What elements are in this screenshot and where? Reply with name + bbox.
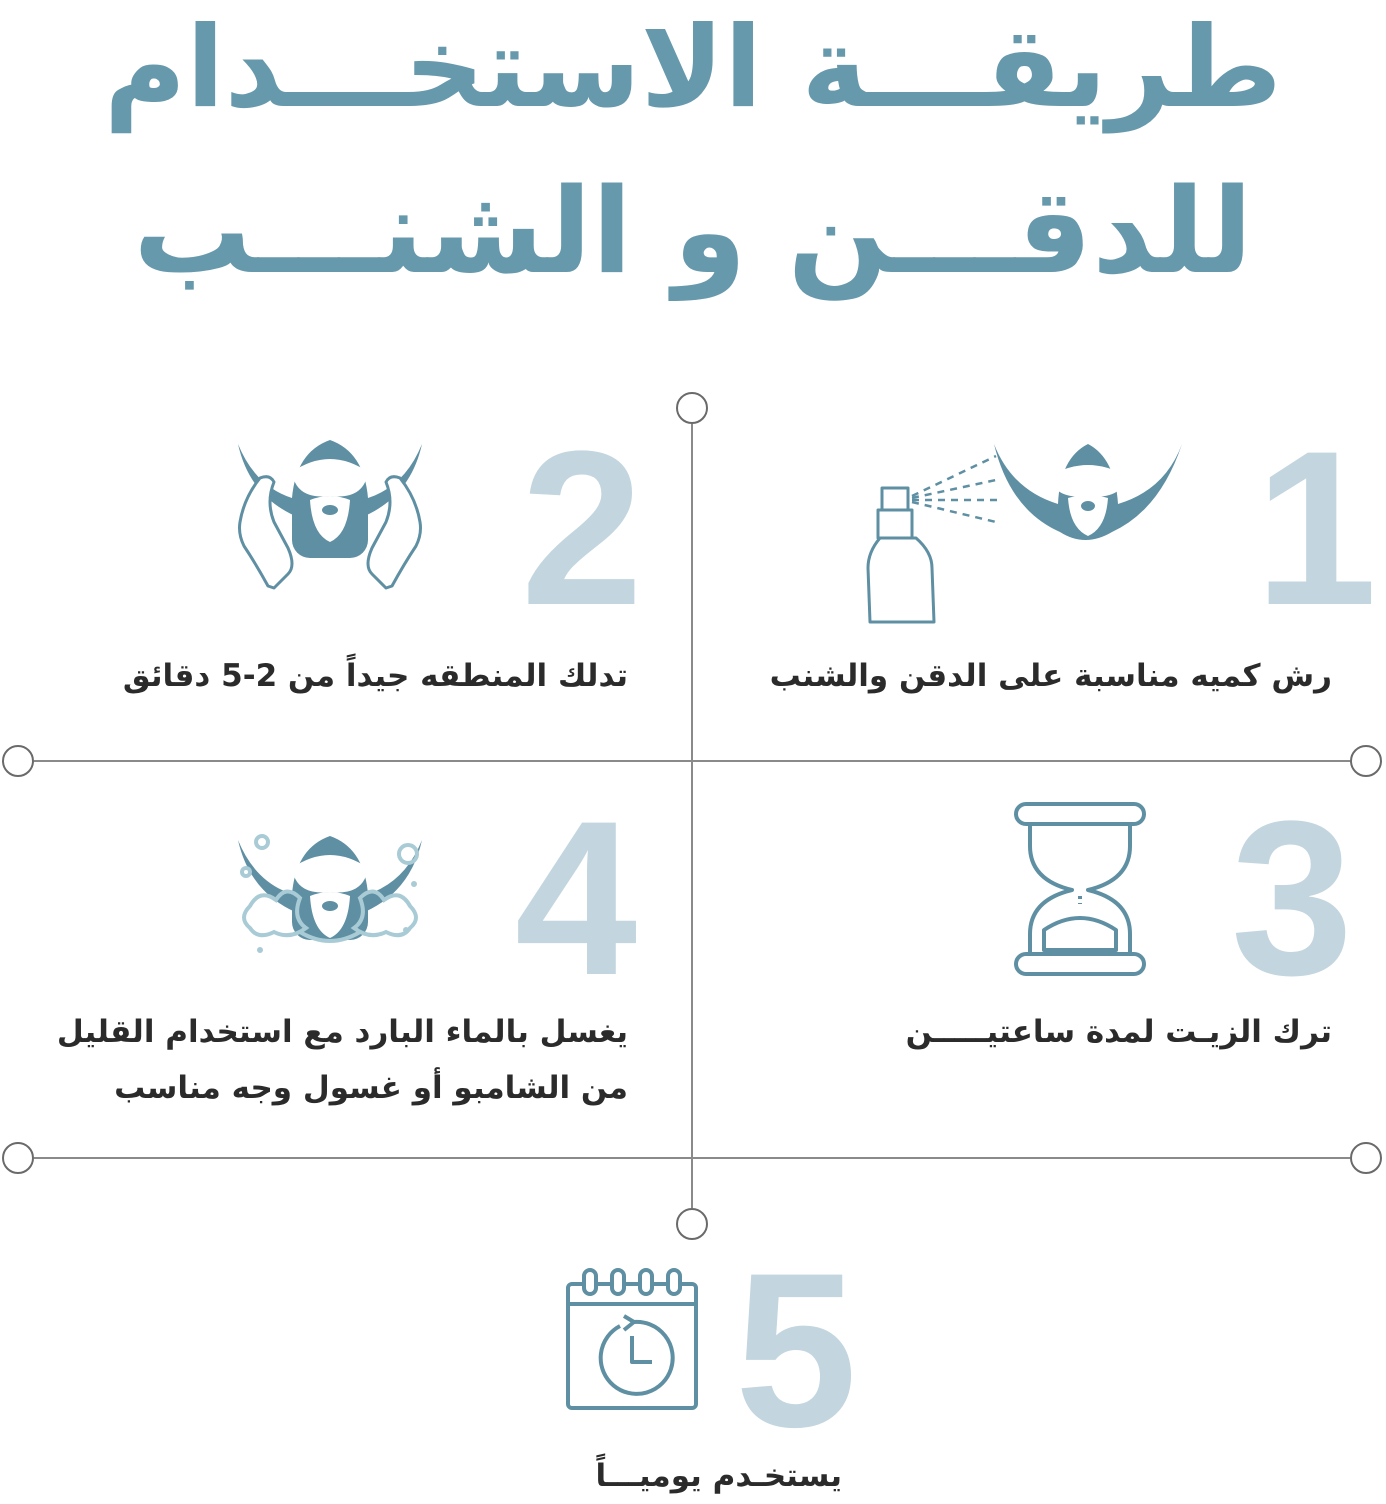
grid-node-bottom [677, 1209, 707, 1239]
step-4-number: 4 [514, 775, 638, 1021]
step-5-number: 5 [734, 1227, 858, 1473]
hourglass-icon [1010, 800, 1150, 980]
grid-node-right-1 [1351, 746, 1381, 776]
step-2-caption [40, 648, 628, 704]
grid-node-top [677, 393, 707, 423]
spray-beard-icon [860, 440, 1190, 630]
calendar-clock-icon [562, 1264, 702, 1412]
grid-node-left-2 [3, 1143, 33, 1173]
step-4-caption [40, 1004, 628, 1116]
step-4-caption-line-2: من الشامبو أو غسول وجه مناسب [114, 1070, 628, 1106]
step-3-caption-line: ترك الزيـت لمدة ساعتيـــــن [905, 1014, 1332, 1050]
step-1-caption [700, 648, 1332, 704]
step-1-number: 1 [1254, 405, 1378, 651]
grid-node-left-1 [3, 746, 33, 776]
grid-node-right-2 [1351, 1143, 1381, 1173]
step-2-number: 2 [520, 405, 644, 651]
step-5-caption [400, 1448, 842, 1504]
step-2-caption-line: تدلك المنطقه جيداً من 2-5 دقائق [122, 658, 628, 694]
step-4-caption-line-1: يغسل بالماء البارد مع استخدام القليل [56, 1014, 628, 1050]
wash-beard-icon [230, 832, 430, 962]
step-3-caption [700, 1004, 1332, 1060]
step-5-caption-line: يستخـدم يوميـــاً [595, 1458, 842, 1494]
page-title-line2: للدقـــن و الشنـــب [133, 162, 1253, 300]
step-3-number: 3 [1230, 775, 1354, 1021]
page-title-line1: طريقـــة الاستخـــدام [104, 3, 1282, 133]
step-1-caption-line: رش كميه مناسبة على الدقن والشنب [769, 658, 1332, 694]
massage-beard-icon [230, 438, 430, 598]
